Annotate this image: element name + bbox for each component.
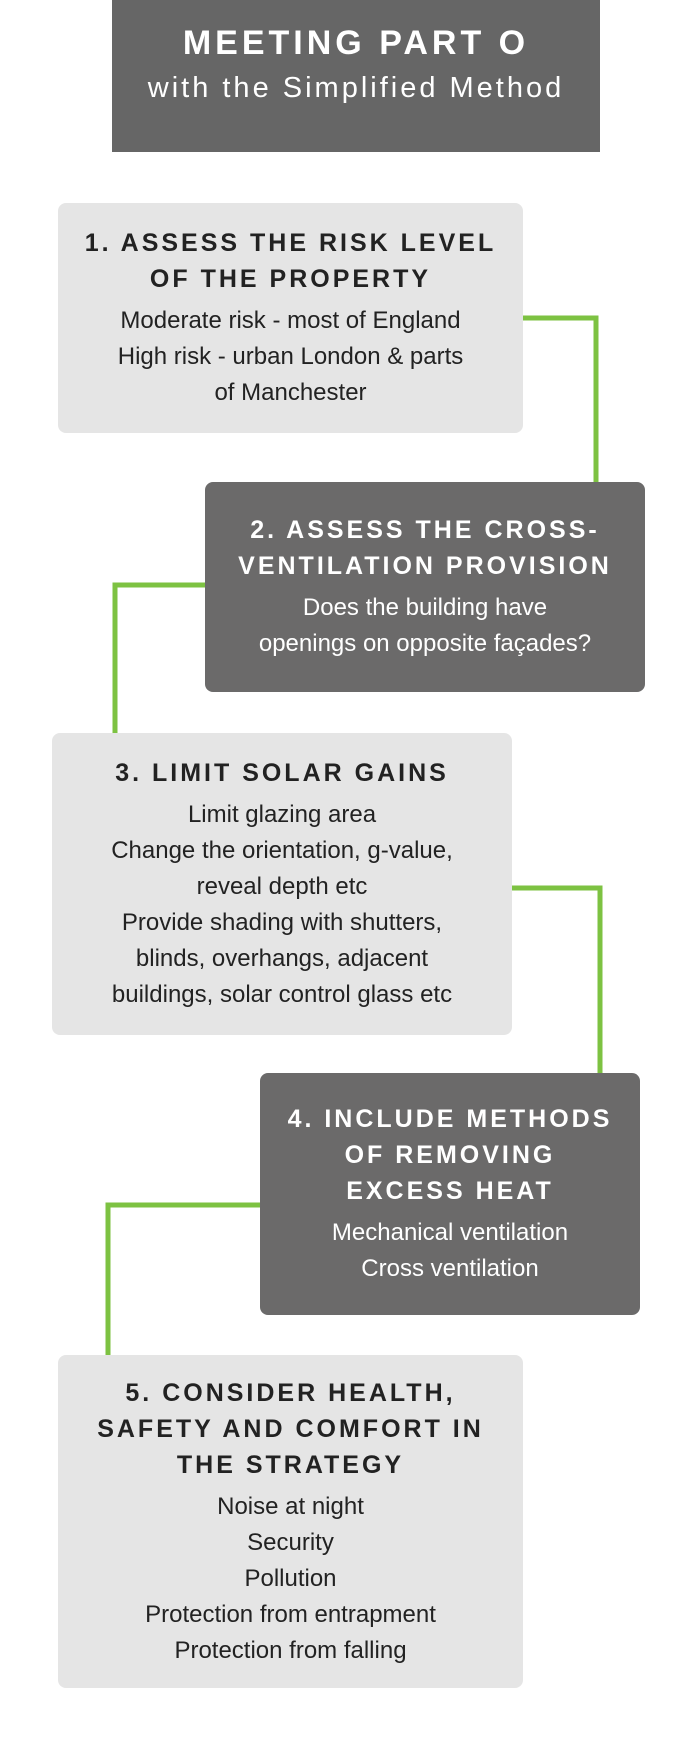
connector-3-4 (512, 888, 600, 1073)
step-4-line: Cross ventilation (361, 1255, 539, 1282)
step-2-heading: 2. ASSESS THE CROSS- VENTILATION PROVISION (238, 516, 612, 580)
step-1-heading: 1. ASSESS THE RISK LEVEL OF THE PROPERTY (84, 229, 497, 293)
step-1-line: High risk - urban London & parts (117, 343, 464, 370)
step-5-line: Protection from entrapment (145, 1600, 436, 1628)
step-4-heading: 4. INCLUDE METHODS OF REMOVING EXCESS HEAT (287, 1105, 613, 1205)
step-1-line: Moderate risk - most of England (120, 307, 461, 334)
step-3-line: Change the orientation, g-value, (111, 837, 453, 864)
header-banner (112, 0, 600, 152)
step-1-box (58, 203, 523, 433)
step-1-line: of Manchester (214, 379, 367, 406)
step-2-box (205, 482, 645, 692)
step-4-box (260, 1073, 640, 1315)
connector-2-3 (115, 585, 205, 733)
step-2-line: Does the building have (302, 594, 548, 621)
step-5-line: Security (247, 1528, 334, 1556)
step-5-line: Protection from falling (174, 1636, 407, 1664)
page-title: MEETING PART O (182, 24, 530, 62)
step-3-line: Provide shading with shutters, (121, 909, 443, 936)
step-5-heading: 5. CONSIDER HEALTH, SAFETY AND COMFORT IN THE STRATEGY (97, 1378, 484, 1479)
step-3-line: Limit glazing area (187, 801, 377, 828)
step-3-box (52, 733, 512, 1035)
step-5-box (58, 1355, 523, 1688)
page-subtitle: with the Simplified Method (147, 72, 565, 104)
step-3-line: reveal depth etc (196, 873, 368, 900)
step-3-heading: 3. LIMIT SOLAR GAINS (115, 759, 449, 787)
step-3-line: blinds, overhangs, adjacent (135, 945, 429, 972)
step-2-line: openings on opposite façades? (258, 630, 592, 657)
step-5-line: Noise at night (217, 1492, 364, 1520)
connector-1-2 (523, 318, 596, 482)
step-3-line: buildings, solar control glass etc (111, 981, 453, 1008)
connector-4-5 (108, 1205, 260, 1355)
step-4-line: Mechanical ventilation (331, 1219, 569, 1246)
step-5-line: Pollution (244, 1564, 337, 1592)
